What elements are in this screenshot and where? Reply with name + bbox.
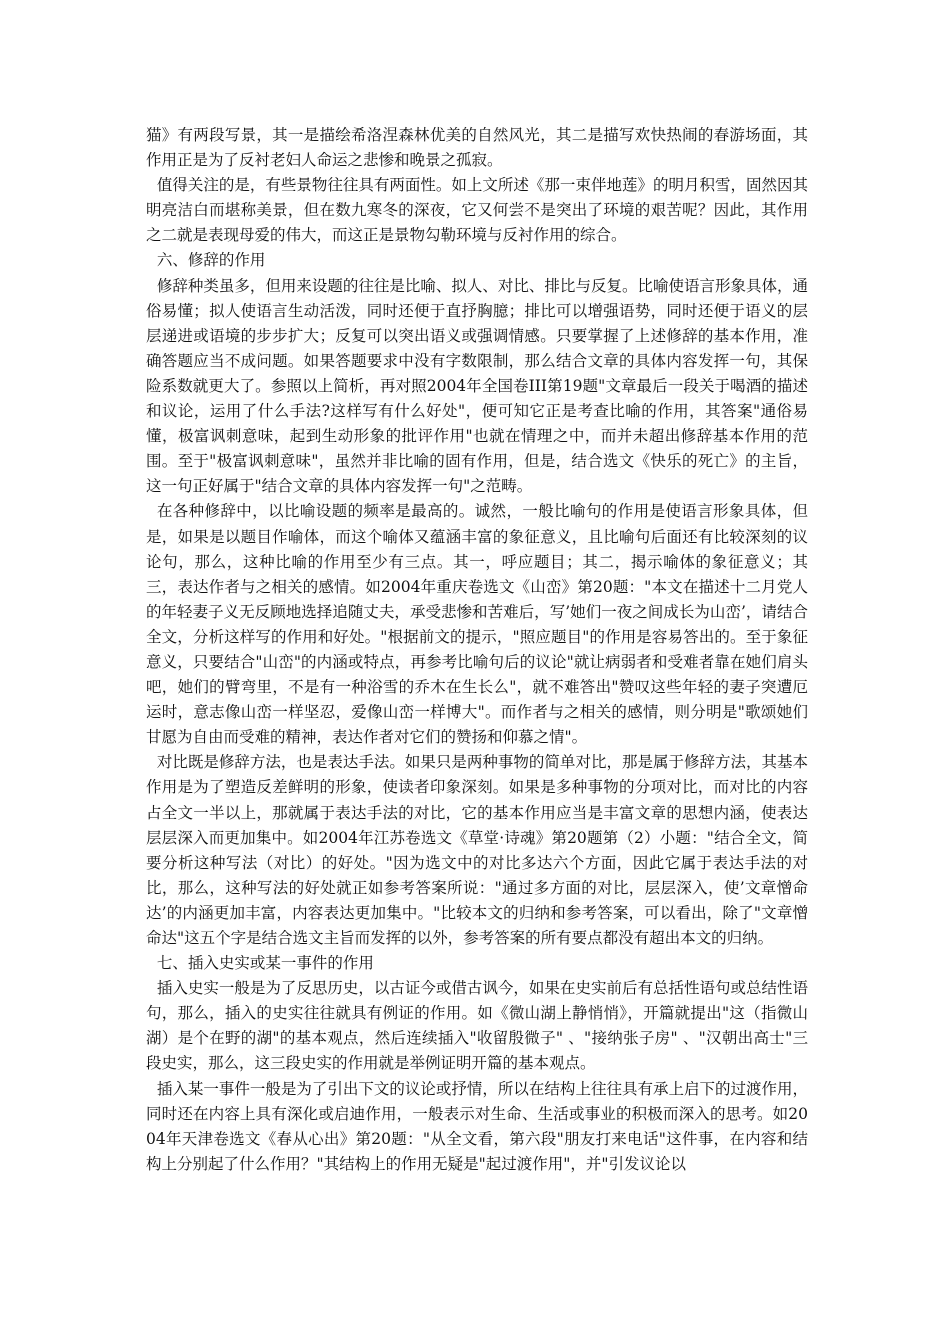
- paragraph-7: 插入某一事件一般是为了引出下文的议论或抒情，所以在结构上往往具有承上启下的过渡作用，同时还在内容上具有深化或启迪作用，一般表示对生命、生活或事业的积极而深入的思考。如2004年天津卷选文《春从心出》第20题："从全文看，第六段"朋友打来电话"这件事，在内容和结构上分别起了什么作用？"其结构上的作用无疑是"起过渡作用"，并"引发议论以: [146, 1079, 808, 1173]
- paragraph-5: 对比既是修辞方法，也是表达手法。如果只是两种事物的简单对比，那是属于修辞方法，其基本作用是为了塑造反差鲜明的形象，使读者印象深刻。如果是多种事物的分项对比，而对比的内容占全文一半以上，那就属于表达手法的对比，它的基本作用应当是丰富文章的思想内涵，使表达层层深入而更加集中。如2004年江苏卷选文《草堂·诗魂》第20题第（2）小题："结合全文，简要分析这种写法（对比）的好处。"因为选文中的对比多达六个方面，因此它属于表达手法的对比，那么，这种写法的好处就正如参考答案所说："通过多方面的对比，层层深入，使’文章憎命达’的内涵更加丰富，内容表达更加集中。"比较本文的归纳和参考答案，可以看出，除了"文章憎命达"这五个字是结合选文主旨而发挥的以外，参考答案的所有要点都没有超出本文的归纳。: [146, 753, 808, 947]
- paragraph-3: 修辞种类虽多，但用来设题的往往是比喻、拟人、对比、排比与反复。比喻使语言形象具体，通俗易懂；拟人使语言生动活泼，同时还便于直抒胸臆；排比可以增强语势，同时还便于语义的层层递进或语境的步步扩大；反复可以突出语义或强调情感。只要掌握了上述修辞的基本作用，准确答题应当不成问题。如果答题要求中没有字数限制，那么结合文章的具体内容发挥一句，其保险系数就更大了。参照以上简析，再对照2004年全国卷III第19题"文章最后一段关于喝酒的描述和议论，运用了什么手法?这样写有什么好处"，便可知它正是考查比喻的作用，其答案"通俗易懂，极富讽刺意味，起到生动形象的批评作用"也就在情理之中，而并未超出修辞基本作用的范围。至于"极富讽刺意味"，虽然并非比喻的固有作用，但是，结合选文《快乐的死亡》的主旨，这一句正好属于"结合文章的具体内容发挥一句"之范畴。: [146, 276, 808, 496]
- paragraph-6: 插入史实一般是为了反思历史，以古证今或借古讽今，如果在史实前后有总括性语句或总结性语句，那么，插入的史实往往就具有例证的作用。如《微山湖上静悄悄》，开篇就提出"这（指微山湖）是个在野的湖"的基本观点，然后连续插入"收留殷微子" 、"接纳张子房" 、"汉朝出高士"三段史实，那么，这三段史实的作用就是举例证明开篇的基本观点。: [146, 979, 808, 1073]
- paragraph-1: 猫》有两段写景，其一是描绘希洛涅森林优美的自然风光，其二是描写欢快热闹的春游场面，其作用正是为了反衬老妇人命运之悲惨和晚景之孤寂。: [146, 126, 808, 170]
- section-heading-7: 七、插入史实或某一事件的作用: [156, 954, 374, 973]
- section-heading-6: 六、修辞的作用: [156, 251, 266, 270]
- paragraph-4: 在各种修辞中，以比喻设题的频率是最高的。诚然，一般比喻句的作用是使语言形象具体，但是，如果是以题目作喻体，而这个喻体又蕴涵丰富的象征意义，且比喻句后面还有比较深刻的议论句，那么，这种比喻的作用至少有三点。其一，呼应题目；其二，揭示喻体的象征意义；其三，表达作者与之相关的感情。如2004年重庆卷选文《山峦》第20题："本文在描述十二月党人的年轻妻子义无反顾地选择追随丈夫，承受悲惨和苦难后，写’她们一夜之间成长为山峦’，请结合全文，分析这样写的作用和好处。"根据前文的提示，"照应题目"的作用是容易答出的。至于象征意义，只要结合"山峦"的内涵或特点，再参考比喻句后的议论"就让病弱者和受难者靠在她们肩头吧，她们的臂弯里，不是有一种浴雪的乔木在生长么"，就不难答出"赞叹这些年轻的妻子突遭厄运时，意志像山峦一样坚忍，爱像山峦一样博大"。而作者与之相关的感情，则分明是"歌颂她们甘愿为自由而受难的精神，表达作者对它们的赞扬和仰慕之情"。: [146, 502, 808, 747]
- document-body: [146, 123, 808, 1177]
- paragraph-2: 值得关注的是，有些景物往往具有两面性。如上文所述《那一束伴地莲》的明月积雪，固然因其明亮洁白而堪称美景，但在数九寒冬的深夜，它又何尝不是突出了环境的艰苦呢？因此，其作用之二就是表现母爱的伟大，而这正是景物勾勒环境与反衬作用的综合。: [146, 176, 808, 245]
